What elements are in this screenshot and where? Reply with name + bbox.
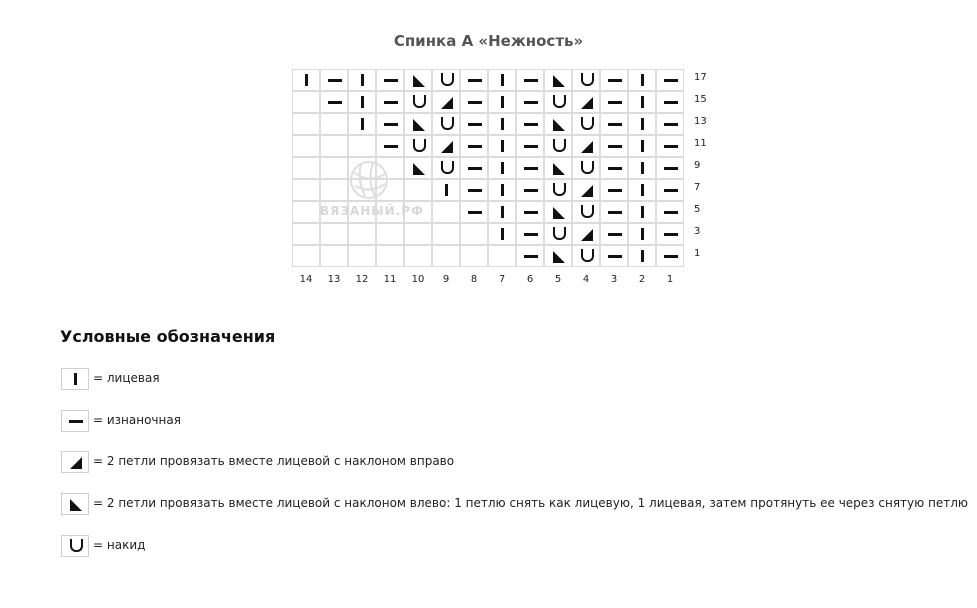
chart-cell xyxy=(516,223,544,245)
yarn-over-icon xyxy=(70,539,83,552)
yarn-over-icon xyxy=(553,95,566,108)
chart-cell xyxy=(628,245,656,267)
chart-cell xyxy=(432,135,460,157)
column-number: 11 xyxy=(383,274,397,285)
chart-cell xyxy=(628,223,656,245)
chart-cell xyxy=(348,113,376,135)
chart-cell xyxy=(572,201,600,223)
purl-stitch-icon xyxy=(328,101,342,104)
chart-cell xyxy=(376,91,404,113)
ssk-left-icon xyxy=(553,207,565,219)
yarn-over-icon xyxy=(581,117,594,130)
chart-cell xyxy=(572,245,600,267)
chart-cell xyxy=(516,91,544,113)
chart-cell xyxy=(488,201,516,223)
chart-cell xyxy=(488,91,516,113)
chart-cell xyxy=(488,179,516,201)
chart-cell xyxy=(404,113,432,135)
yarn-over-icon xyxy=(581,73,594,86)
purl-stitch-icon xyxy=(664,79,678,82)
chart-cell xyxy=(460,91,488,113)
chart-cell xyxy=(292,69,320,91)
chart-cell xyxy=(572,223,600,245)
row-number: 5 xyxy=(694,204,701,215)
ssk-left-icon xyxy=(553,163,565,175)
column-number: 14 xyxy=(299,274,313,285)
chart-cell xyxy=(376,223,404,245)
ssk-left-icon xyxy=(413,163,425,175)
legend-text: = 2 петли провязать вместе лицевой с наклоном влево: 1 петлю снять как лицевую, 1 лицевая, затем протянуть ее через снятую петлю xyxy=(93,496,969,510)
chart-cell xyxy=(404,91,432,113)
chart-cell xyxy=(404,69,432,91)
yarn-over-icon xyxy=(553,227,566,240)
column-number: 9 xyxy=(442,274,450,285)
knit-stitch-icon xyxy=(361,74,364,86)
purl-stitch-icon xyxy=(468,123,482,126)
column-number: 12 xyxy=(355,274,369,285)
chart-cell xyxy=(432,201,460,223)
chart-cell xyxy=(460,135,488,157)
purl-stitch-icon xyxy=(664,233,678,236)
chart-cell xyxy=(544,91,572,113)
purl-stitch-icon xyxy=(608,189,622,192)
column-number: 6 xyxy=(526,274,534,285)
row-number: 15 xyxy=(694,94,707,105)
chart-cell xyxy=(628,201,656,223)
purl-stitch-icon xyxy=(608,79,622,82)
chart-cell xyxy=(656,201,684,223)
chart-cell xyxy=(600,157,628,179)
column-number: 7 xyxy=(498,274,506,285)
legend-symbol-box xyxy=(61,451,89,473)
knit-stitch-icon xyxy=(641,228,644,240)
ssk-left-icon xyxy=(413,119,425,131)
chart-cell xyxy=(320,245,348,267)
chart-cell xyxy=(348,223,376,245)
purl-stitch-icon xyxy=(468,189,482,192)
chart-cell xyxy=(656,245,684,267)
knit-stitch-icon xyxy=(361,118,364,130)
k2tog-right-icon xyxy=(581,185,593,197)
chart-cell xyxy=(600,135,628,157)
purl-stitch-icon xyxy=(524,255,538,258)
knit-stitch-icon xyxy=(641,250,644,262)
purl-stitch-icon xyxy=(524,145,538,148)
chart-cell xyxy=(572,91,600,113)
legend-title: Условные обозначения xyxy=(60,327,276,346)
purl-stitch-icon xyxy=(608,101,622,104)
chart-cell xyxy=(600,245,628,267)
purl-stitch-icon xyxy=(524,233,538,236)
knit-stitch-icon xyxy=(641,162,644,174)
row-number: 13 xyxy=(694,116,707,127)
purl-stitch-icon xyxy=(384,101,398,104)
yarn-over-icon xyxy=(581,249,594,262)
chart-cell xyxy=(488,157,516,179)
purl-stitch-icon xyxy=(468,101,482,104)
chart-cell xyxy=(600,201,628,223)
row-number: 11 xyxy=(694,138,707,149)
legend-symbol-box xyxy=(61,368,89,390)
k2tog-right-icon xyxy=(581,97,593,109)
knit-stitch-icon xyxy=(641,140,644,152)
knit-stitch-icon xyxy=(305,74,308,86)
chart-cell xyxy=(432,91,460,113)
knit-stitch-icon xyxy=(361,96,364,108)
chart-cell xyxy=(488,135,516,157)
chart-cell xyxy=(460,157,488,179)
row-number: 9 xyxy=(694,160,701,171)
purl-stitch-icon xyxy=(608,211,622,214)
chart-cell xyxy=(572,157,600,179)
knit-stitch-icon xyxy=(641,74,644,86)
purl-stitch-icon xyxy=(468,211,482,214)
chart-cell xyxy=(516,201,544,223)
legend-symbol-box xyxy=(61,535,89,557)
purl-stitch-icon xyxy=(608,255,622,258)
yarn-over-icon xyxy=(581,161,594,174)
chart-cell xyxy=(544,69,572,91)
chart-cell xyxy=(432,245,460,267)
purl-stitch-icon xyxy=(608,145,622,148)
chart-cell xyxy=(432,69,460,91)
purl-stitch-icon xyxy=(524,189,538,192)
knit-stitch-icon xyxy=(641,206,644,218)
purl-stitch-icon xyxy=(524,79,538,82)
chart-cell xyxy=(488,69,516,91)
chart-cell xyxy=(544,113,572,135)
k2tog-right-icon xyxy=(70,457,82,469)
chart-cell xyxy=(572,179,600,201)
purl-stitch-icon xyxy=(664,189,678,192)
chart-cell xyxy=(460,113,488,135)
chart-cell xyxy=(488,223,516,245)
chart-cell xyxy=(544,223,572,245)
purl-stitch-icon xyxy=(384,123,398,126)
knit-stitch-icon xyxy=(501,184,504,196)
chart-cell xyxy=(628,113,656,135)
knit-stitch-icon xyxy=(641,118,644,130)
chart-cell xyxy=(460,201,488,223)
column-number: 10 xyxy=(411,274,425,285)
purl-stitch-icon xyxy=(524,101,538,104)
chart-cell xyxy=(516,135,544,157)
purl-stitch-icon xyxy=(664,123,678,126)
yarn-over-icon xyxy=(553,183,566,196)
chart-cell xyxy=(404,157,432,179)
chart-cell xyxy=(460,179,488,201)
purl-stitch-icon xyxy=(328,79,342,82)
chart-cell xyxy=(600,69,628,91)
column-number: 8 xyxy=(470,274,478,285)
k2tog-right-icon xyxy=(581,229,593,241)
purl-stitch-icon xyxy=(664,101,678,104)
chart-cell xyxy=(628,91,656,113)
chart-cell xyxy=(544,245,572,267)
chart-cell xyxy=(432,157,460,179)
purl-stitch-icon xyxy=(468,145,482,148)
chart-cell xyxy=(292,179,320,201)
chart-cell xyxy=(656,223,684,245)
knit-stitch-icon xyxy=(74,373,77,385)
chart-cell xyxy=(488,113,516,135)
column-number: 2 xyxy=(638,274,646,285)
purl-stitch-icon xyxy=(524,167,538,170)
watermark-text: ВЯЗАНЫЙ.РФ xyxy=(320,204,424,218)
knit-stitch-icon xyxy=(501,118,504,130)
chart-title: Спинка А «Нежность» xyxy=(393,32,584,50)
ssk-left-icon xyxy=(553,251,565,263)
purl-stitch-icon xyxy=(608,233,622,236)
row-number: 17 xyxy=(694,72,707,83)
k2tog-right-icon xyxy=(441,141,453,153)
chart-cell xyxy=(404,223,432,245)
chart-cell xyxy=(432,179,460,201)
knit-stitch-icon xyxy=(501,74,504,86)
chart-cell xyxy=(432,113,460,135)
chart-cell xyxy=(348,91,376,113)
chart-cell xyxy=(320,113,348,135)
chart-cell xyxy=(376,69,404,91)
chart-cell xyxy=(656,91,684,113)
chart-cell xyxy=(600,179,628,201)
row-number: 3 xyxy=(694,226,701,237)
chart-cell xyxy=(376,245,404,267)
chart-cell xyxy=(516,69,544,91)
chart-cell xyxy=(600,91,628,113)
chart-cell xyxy=(348,245,376,267)
yarn-over-icon xyxy=(441,73,454,86)
chart-cell xyxy=(292,223,320,245)
purl-stitch-icon xyxy=(664,211,678,214)
chart-cell xyxy=(516,113,544,135)
ssk-left-icon xyxy=(553,119,565,131)
chart-cell xyxy=(404,135,432,157)
knit-stitch-icon xyxy=(501,162,504,174)
chart-cell xyxy=(628,157,656,179)
purl-stitch-icon xyxy=(69,420,83,423)
purl-stitch-icon xyxy=(384,79,398,82)
chart-cell xyxy=(292,245,320,267)
chart-cell xyxy=(656,113,684,135)
chart-cell xyxy=(320,69,348,91)
chart-cell xyxy=(292,157,320,179)
chart-cell xyxy=(656,179,684,201)
purl-stitch-icon xyxy=(664,167,678,170)
chart-cell xyxy=(404,179,432,201)
chart-cell xyxy=(544,179,572,201)
chart-cell xyxy=(656,157,684,179)
chart-cell xyxy=(460,245,488,267)
knit-stitch-icon xyxy=(501,206,504,218)
ssk-left-icon xyxy=(70,499,82,511)
column-number: 13 xyxy=(327,274,341,285)
yarn-over-icon xyxy=(413,139,426,152)
legend-text: = лицевая xyxy=(93,371,160,385)
knit-stitch-icon xyxy=(501,228,504,240)
chart-cell xyxy=(656,69,684,91)
purl-stitch-icon xyxy=(608,167,622,170)
chart-cell xyxy=(572,135,600,157)
chart-cell xyxy=(404,245,432,267)
chart-cell xyxy=(292,201,320,223)
yarn-over-icon xyxy=(413,95,426,108)
ssk-left-icon xyxy=(413,75,425,87)
purl-stitch-icon xyxy=(468,167,482,170)
legend-symbol-box xyxy=(61,410,89,432)
chart-cell xyxy=(320,91,348,113)
knit-stitch-icon xyxy=(641,184,644,196)
purl-stitch-icon xyxy=(468,79,482,82)
chart-cell xyxy=(572,69,600,91)
chart-cell xyxy=(600,223,628,245)
chart-cell xyxy=(460,69,488,91)
chart-cell xyxy=(628,135,656,157)
purl-stitch-icon xyxy=(664,255,678,258)
column-number: 5 xyxy=(554,274,562,285)
column-number: 3 xyxy=(610,274,618,285)
chart-cell xyxy=(488,245,516,267)
purl-stitch-icon xyxy=(524,211,538,214)
yarn-over-icon xyxy=(441,161,454,174)
k2tog-right-icon xyxy=(441,97,453,109)
chart-cell xyxy=(348,69,376,91)
chart-cell xyxy=(572,113,600,135)
chart-cell xyxy=(516,157,544,179)
row-number: 1 xyxy=(694,248,701,259)
chart-cell xyxy=(656,135,684,157)
column-number: 1 xyxy=(666,274,674,285)
row-number: 7 xyxy=(694,182,701,193)
chart-cell xyxy=(544,201,572,223)
chart-cell xyxy=(292,91,320,113)
knit-stitch-icon xyxy=(445,184,448,196)
legend-text: = накид xyxy=(93,538,146,552)
knit-stitch-icon xyxy=(501,96,504,108)
chart-cell xyxy=(516,179,544,201)
chart-cell xyxy=(628,179,656,201)
yarn-over-icon xyxy=(553,139,566,152)
chart-cell xyxy=(544,157,572,179)
legend-text: = изнаночная xyxy=(93,413,181,427)
chart-cell xyxy=(544,135,572,157)
chart-cell xyxy=(320,223,348,245)
purl-stitch-icon xyxy=(664,145,678,148)
chart-cell xyxy=(376,113,404,135)
purl-stitch-icon xyxy=(608,123,622,126)
chart-cell xyxy=(292,135,320,157)
k2tog-right-icon xyxy=(581,141,593,153)
column-number: 4 xyxy=(582,274,590,285)
yarn-over-icon xyxy=(441,117,454,130)
ssk-left-icon xyxy=(553,75,565,87)
legend-text: = 2 петли провязать вместе лицевой с наклоном вправо xyxy=(93,454,455,468)
chart-cell xyxy=(460,223,488,245)
knit-stitch-icon xyxy=(641,96,644,108)
legend-symbol-box xyxy=(61,493,89,515)
chart-cell xyxy=(292,113,320,135)
chart-cell xyxy=(600,113,628,135)
yarn-over-icon xyxy=(581,205,594,218)
purl-stitch-icon xyxy=(524,123,538,126)
chart-cell xyxy=(432,223,460,245)
knit-stitch-icon xyxy=(501,140,504,152)
chart-cell xyxy=(516,245,544,267)
chart-cell xyxy=(628,69,656,91)
